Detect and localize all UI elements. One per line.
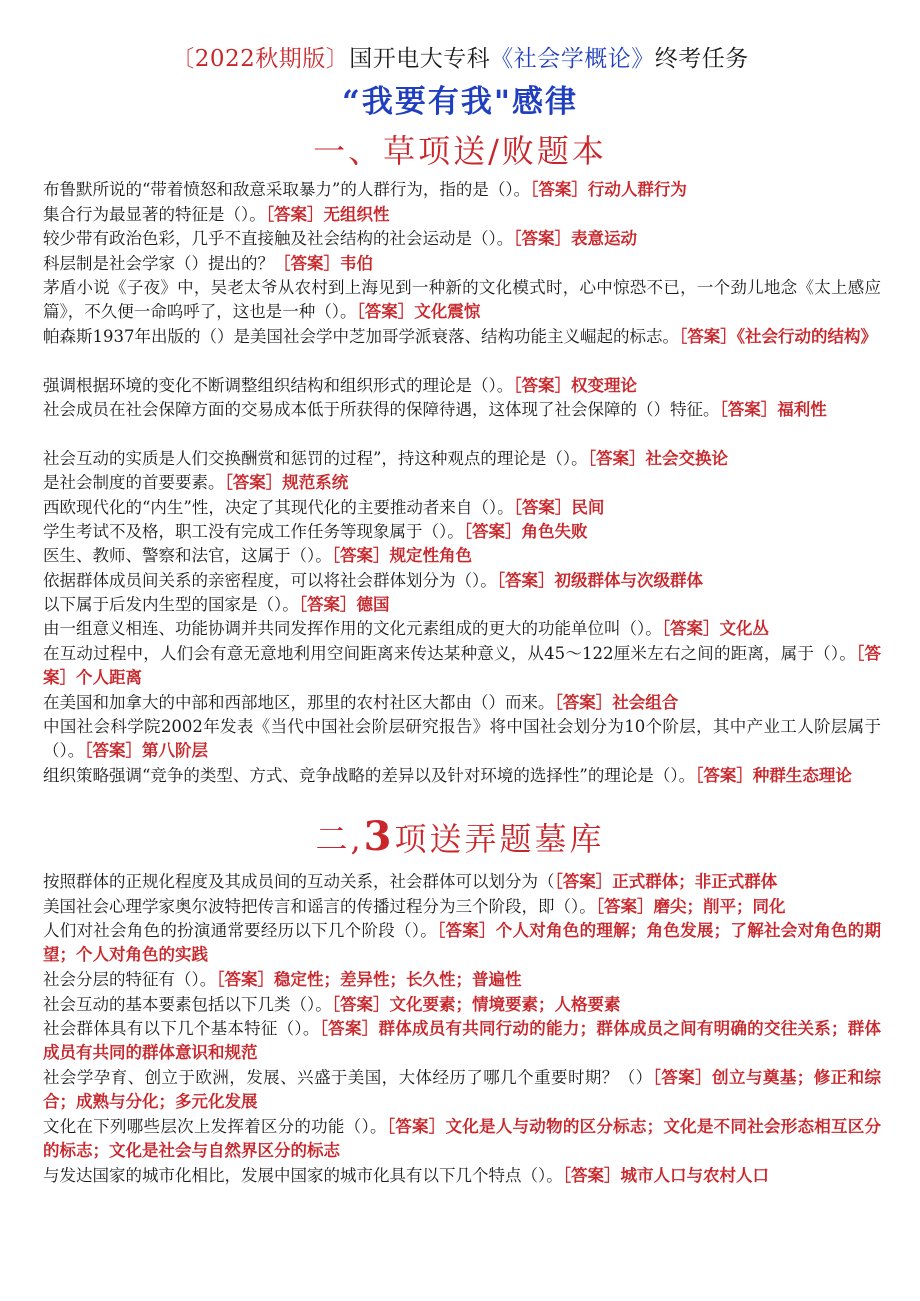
question-text: 文化在下列哪些层次上发挥着区分的功能（）。 [43, 1117, 387, 1136]
answer-text: ［答案］初级群体与次级群体 [496, 571, 703, 590]
question-item [43, 520, 881, 544]
answer-text: ［答案］个人距离 [43, 644, 882, 688]
question-item [43, 276, 881, 325]
question-item [43, 691, 881, 715]
question-text: 社会学孕育、创立于欧洲，发展、兴盛于美国，大体经历了哪几个重要时期？（） [43, 1068, 653, 1087]
question-text: 布鲁默所说的“带着愤怒和敌意采取暴力”的人群行为，指的是（）。 [43, 180, 531, 199]
question-item [43, 968, 881, 992]
answer-text: ［答案］权变理论 [513, 376, 637, 395]
title-tail: 终考任务 [654, 46, 749, 72]
question-item [43, 544, 881, 568]
answer-text: ［答案］第八阶层 [84, 741, 208, 761]
answer-text: ［答案］个人对角色的理解；角色发展；了解社会对角色的期望；个人对角色的实践 [43, 921, 882, 965]
question-item [43, 1017, 881, 1066]
section-heading-text: 项送弄题墓库 [394, 820, 605, 858]
question-text: 强调根据环境的变化不断调整组织结构和组织形式的理论是（）。 [43, 376, 514, 395]
question-item [43, 496, 881, 520]
answer-text: ［答案］福利性 [719, 400, 827, 419]
answer-text: ［答案］创立与奠基；修正和综合；成熟与分化；多元化发展 [43, 1068, 882, 1112]
question-item [43, 471, 881, 495]
question-item [43, 1164, 881, 1188]
title-book: 《社会学概论》 [490, 46, 655, 72]
question-item [43, 374, 881, 398]
question-text: 美国社会心理学家奥尔波特把传言和谣言的传播过程分为三个阶段，即（）。 [43, 897, 596, 916]
question-text: 在美国和加拿大的中部和西部地区，那里的农村社区大都由（）而来。 [43, 693, 555, 712]
document-subtitle: “我要有我"感律 [342, 84, 578, 120]
answer-text: ［答案］正式群体；非正式群体 [554, 872, 778, 891]
question-text: 西欧现代化的“内生”性，决定了其现代化的主要推动者来自（）。 [43, 498, 514, 517]
answer-text: ［答案］表意运动 [513, 229, 637, 248]
answer-text: ［答案］无组织性 [265, 205, 390, 224]
question-item [43, 398, 881, 422]
question-text: 由一组意义相连、功能协调并共同发挥作用的文化元素组成的更大的功能单位叫（）。 [43, 619, 662, 638]
question-item [43, 447, 881, 471]
answer-text: ［答案］社会组合 [554, 693, 679, 712]
answer-text: ［答案］韦伯 [274, 254, 373, 273]
question-item [43, 593, 881, 617]
answer-text: ［答案］群体成员有共同行动的能力；群体成员之间有明确的交往关系；群体成员有共同的群体意识和规范 [43, 1019, 882, 1063]
question-text: 依据群体成员间关系的亲密程度，可以将社会群体划分为（）。 [43, 571, 497, 590]
question-item [43, 569, 881, 593]
section-heading-number: 3 [363, 813, 395, 860]
section-heading-text: 一、草项送/败题本 [313, 132, 607, 170]
answer-text: ［答案］规范系统 [224, 473, 349, 492]
question-item [43, 870, 881, 894]
answer-text: ［答案］规定性角色 [331, 546, 472, 565]
question-item [43, 715, 881, 764]
question-text: 是社会制度的首要要素。 [43, 473, 225, 492]
question-text: 学生考试不及格，职工没有完成工作任务等现象属于（）。 [43, 522, 464, 541]
question-text: 按照群体的正规化程度及其成员间的互动关系，社会群体可以划分为（ [43, 872, 555, 891]
question-text: 社会互动的基本要素包括以下几类（）。 [43, 995, 332, 1014]
question-text: 社会分层的特征有（）。 [43, 970, 217, 989]
question-text: 医生、教师、警察和法官，这属于（）。 [43, 546, 332, 565]
answer-text: ［答案］文化震惊 [356, 302, 481, 322]
question-item [43, 993, 881, 1017]
question-text: 社会互动的实质是人们交换酬赏和惩罚的过程”，持这种观点的理论是（）。 [43, 449, 588, 468]
answer-text: ［答案］角色失败 [463, 522, 588, 541]
question-item [43, 1115, 881, 1164]
answer-text: ［答案］民间 [513, 498, 605, 517]
title-main: 国开电大专科 [349, 46, 491, 72]
question-text: 与发达国家的城市化相比，发展中国家的城市化具有以下几个特点（）。 [43, 1166, 563, 1185]
answer-text: ［答案］行动人群行为 [530, 180, 687, 199]
question-text: 帕森斯1937年出版的（）是美国社会学中芝加哥学派衰落、结构功能主义崛起的标志。 [43, 327, 679, 346]
question-text: 以下属于后发内生型的国家是（）。 [43, 595, 299, 614]
question-item [43, 227, 881, 251]
answer-text: ［答案］城市人口与农村人口 [562, 1166, 769, 1185]
question-text: 较少带有政治色彩，几乎不直接触及社会结构的社会运动是（）。 [43, 229, 514, 248]
question-text: 科层制是社会学家（）提出的？ [43, 254, 274, 273]
edition-tag: 〔2022秋期版〕 [171, 46, 350, 72]
question-text: 人们对社会角色的扮演通常要经历以下几个阶段（）。 [43, 921, 437, 940]
section-heading-prefix: 二, [315, 820, 364, 858]
question-item [43, 1066, 881, 1115]
question-text: 社会群体具有以下几个基本特征（）。 [43, 1019, 320, 1038]
answer-text: ［答案］文化丛 [661, 619, 769, 638]
answer-text: ［答案］稳定性；差异性；长久性；普遍性 [216, 970, 522, 989]
question-item [43, 919, 881, 968]
answer-text: ［答案］种群生态理论 [695, 766, 852, 785]
question-item [43, 203, 881, 227]
answer-text: ［答案］社会交换论 [587, 449, 728, 468]
answer-text: ［答案］磨尖；削平；同化 [595, 897, 786, 916]
answer-text: ［答案］德国 [298, 595, 390, 614]
question-item [43, 325, 881, 349]
question-item [43, 895, 881, 919]
answer-text: ［答案］《社会行动的结构》 [679, 327, 877, 346]
question-item [43, 764, 881, 788]
question-text: 组织策略强调“竞争的类型、方式、竞争战略的差异以及针对环境的选择性”的理论是（）。 [43, 766, 696, 785]
question-item [43, 642, 881, 691]
question-text: 中国社会科学院2002年发表《当代中国社会阶层研究报告》将中国社会划分为10个阶层，其中产业工人阶层属于（）。 [43, 717, 881, 761]
question-text: 社会成员在社会保障方面的交易成本低于所获得的保障待遇，这体现了社会保障的（）特征。 [43, 400, 720, 419]
question-text: 茅盾小说《子夜》中，吴老太爷从农村到上海见到一种新的文化模式时，心中惊恐不已，一个劲儿地念《太上感应篇》，不久便一命呜呼了，这也是一种（）。 [43, 278, 881, 322]
question-item [43, 617, 881, 641]
question-text: 在互动过程中，人们会有意无意地利用空间距离来传达某种意义，从45～122厘米左右之间的距离，属于（）。 [43, 644, 857, 663]
question-item [43, 178, 881, 202]
section-heading-multi [0, 813, 920, 860]
question-text: 集合行为最显著的特征是（）。 [43, 205, 266, 224]
section-heading-single [0, 130, 920, 172]
document-title [0, 44, 920, 74]
answer-text: ［答案］文化是人与动物的区分标志；文化是不同社会形态相互区分的标志；文化是社会与自然界区分的标志 [43, 1117, 882, 1161]
answer-text: ［答案］文化要素；情境要素；人格要素 [331, 995, 621, 1014]
question-item [43, 252, 881, 276]
